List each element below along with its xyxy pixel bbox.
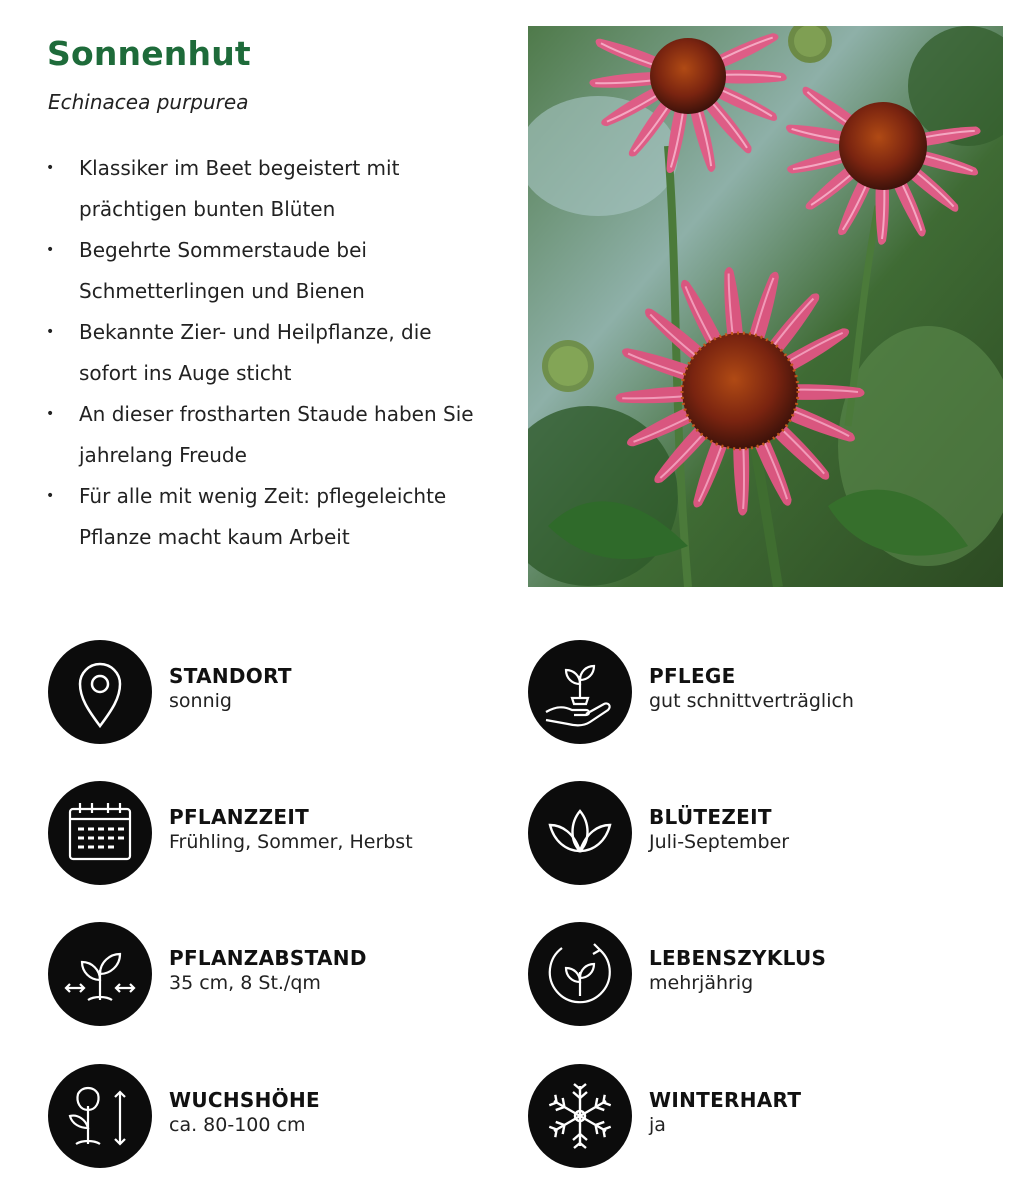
location-pin-icon	[48, 640, 152, 744]
bullet-dot: •	[46, 406, 55, 422]
bullet-dot: •	[46, 324, 55, 340]
calendar-icon	[48, 781, 152, 885]
feature-label: STANDORT	[169, 664, 292, 688]
feature-value: 35 cm, 8 St./qm	[169, 972, 321, 994]
bullet-item	[44, 148, 484, 230]
feature-value: sonnig	[169, 690, 232, 712]
feature-pflanzabstand	[48, 922, 488, 1028]
echinacea-flower-photo	[528, 26, 1003, 587]
bullet-item	[44, 476, 484, 558]
feature-label: PFLEGE	[649, 664, 736, 688]
bullet-text: Für alle mit wenig Zeit: pflegeleichte Pflanze macht kaum Arbeit	[79, 484, 447, 549]
plant-height-icon	[48, 1064, 152, 1168]
plant-spacing-icon	[48, 922, 152, 1026]
bullet-item	[44, 394, 484, 476]
bullet-dot: •	[46, 160, 55, 176]
bullet-item	[44, 312, 484, 394]
snowflake-icon	[528, 1064, 632, 1168]
bullet-text: Klassiker im Beet begeistert mit prächtigen bunten Blüten	[79, 156, 400, 221]
feature-value: Juli-September	[649, 831, 790, 853]
feature-label: LEBENSZYKLUS	[649, 946, 827, 970]
feature-value: ja	[649, 1114, 666, 1136]
lotus-flower-icon	[528, 781, 632, 885]
hand-plant-icon	[528, 640, 632, 744]
feature-value: ca. 80-100 cm	[169, 1114, 306, 1136]
product-photo	[528, 26, 1003, 587]
bullet-item	[44, 230, 484, 312]
bullet-text: Bekannte Zier- und Heilpflanze, die sofort ins Auge sticht	[79, 320, 432, 385]
feature-label: WINTERHART	[649, 1088, 802, 1112]
feature-pflanzzeit	[48, 781, 488, 887]
product-title: Sonnenhut	[47, 34, 251, 73]
feature-wuchshoehe	[48, 1064, 488, 1170]
feature-value: gut schnittverträglich	[649, 690, 854, 712]
feature-value: mehrjährig	[649, 972, 754, 994]
feature-label: BLÜTEZEIT	[649, 805, 772, 829]
feature-bluetezeit	[528, 781, 968, 887]
bullet-dot: •	[46, 488, 55, 504]
lifecycle-icon	[528, 922, 632, 1026]
bullet-dot: •	[46, 242, 55, 258]
feature-bullet-list	[44, 148, 484, 558]
feature-label: PFLANZZEIT	[169, 805, 310, 829]
feature-winterhart	[528, 1064, 968, 1170]
feature-label: WUCHSHÖHE	[169, 1088, 320, 1112]
bullet-text: An dieser frostharten Staude haben Sie jahrelang Freude	[79, 402, 474, 467]
feature-pflege	[528, 640, 968, 746]
feature-label: PFLANZABSTAND	[169, 946, 367, 970]
feature-standort	[48, 640, 488, 746]
latin-name: Echinacea purpurea	[48, 90, 249, 114]
bullet-text: Begehrte Sommerstaude bei Schmetterlingen und Bienen	[79, 238, 367, 303]
feature-lebenszyklus	[528, 922, 968, 1028]
feature-value: Frühling, Sommer, Herbst	[169, 831, 413, 853]
